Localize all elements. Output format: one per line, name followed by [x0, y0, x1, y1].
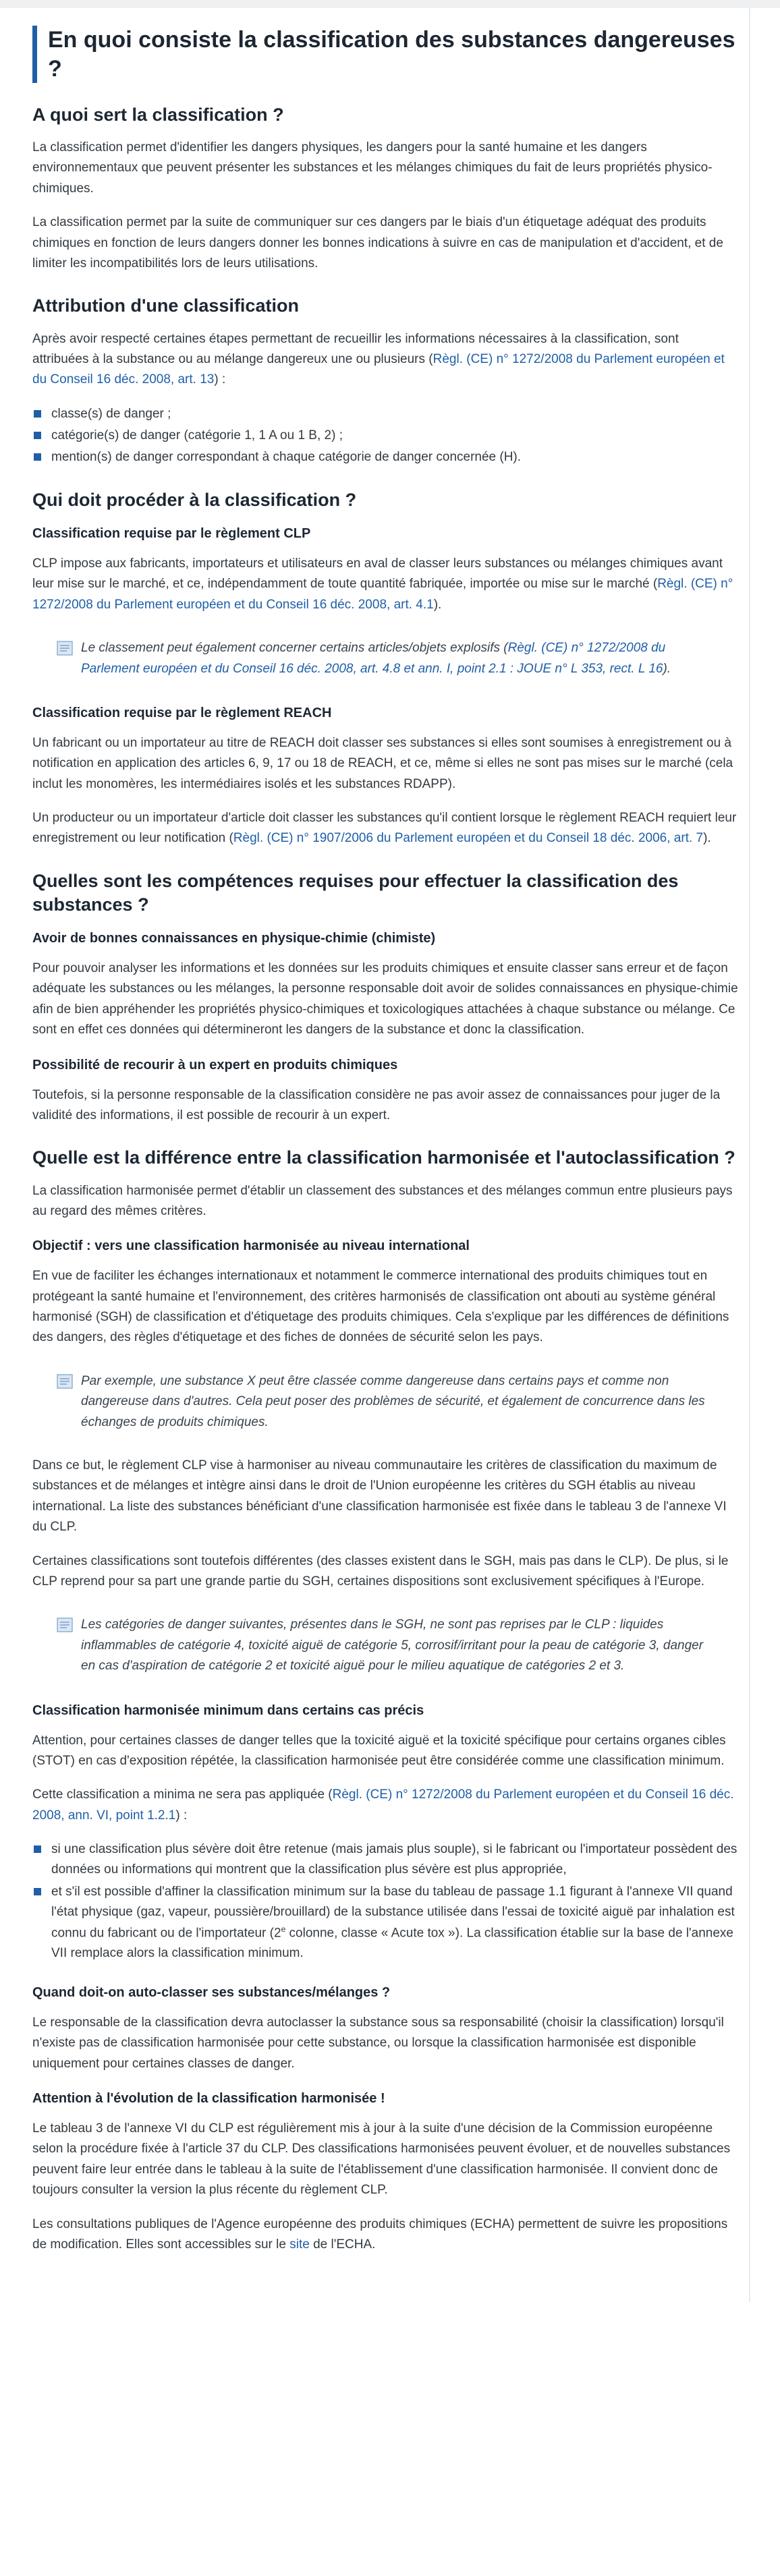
note-icon	[57, 641, 73, 656]
article	[0, 8, 780, 2302]
note-box: Le classement peut également concerner certains articles/objets explosifs (Règl. (CE) n° 1272/2008 du Parlement européen et du Conseil 16 déc. 2008, art. 4.8 et ann. I, point 2.1 : JOUE n° L 353, rect. L 16).	[32, 633, 738, 689]
paragraph: La classification permet d'identifier les dangers physiques, les dangers pour la santé humaine et les dangers environnementaux que peuvent présenter les substances et les mélanges chimiques du fait de leurs propriétés physico-chimiques.	[32, 140, 713, 196]
regulation-link[interactable]: Règl. (CE) n° 1272/2008 du Parlement européen et du Conseil 16 déc. 2008, art. 4.1	[32, 577, 733, 612]
regulation-link[interactable]: Règl. (CE) n° 1272/2008 du Parlement européen et du Conseil 16 déc. 2008, art. 13	[32, 351, 725, 387]
subheading-reach: Classification requise par le règlement REACH	[32, 705, 332, 720]
section-heading-skills: Quelles sont les compétences requises pour effectuer la classification des substances ?	[32, 870, 679, 915]
section-heading-attribution: Attribution d'une classification	[32, 295, 299, 316]
paragraph: Le tableau 3 de l'annexe VI du CLP est régulièrement mis à jour à la suite d'une décision de la Commission européenne selon la procédure fixée à l'article 37 du CLP. Des classifications harmonisées peuvent évoluer, et de nouvelles substances peuvent faire leur entrée dans le tableau à la suite de l'établissement d'une classification harmonisée. Il convient donc de toujours consulter la version la plus récente du règlement CLP.	[32, 2121, 731, 2198]
paragraph: En vue de faciliter les échanges internationaux et notamment le commerce international des produits chimiques tout en protégeant la santé humaine et l'environnement, des critères harmonisés de classification ont abouti au système général harmonisé (SGH) de classification et d'étiquetage des produits chimiques. Cela s'explique par les différences de définitions des dangers, des règles d'étiquetage et des fiches de données de sécurité selon les pays.	[32, 1269, 729, 1345]
paragraph: La classification permet par la suite de communiquer sur ces dangers par le biais d'un étiquetage adéquat des produits chimiques en fonction de leurs dangers donner les bonnes indications à suivre en cas de manipulation et d'accident, et de limiter les incompatibilités lors de leurs utilisations.	[32, 215, 723, 271]
paragraph: CLP impose aux fabricants, importateurs et utilisateurs en aval de classer leurs substances ou mélanges chimiques avant leur mise sur le marché, et ce, indépendamment de toute quantité fabriquée, importée ou mise sur le marché (Règl. (CE) n° 1272/2008 du Parlement européen et du Conseil 16 déc. 2008, art. 4.1).	[32, 556, 733, 612]
paragraph: Toutefois, si la personne responsable de la classification considère ne pas avoir assez de connaissances pour juger de la validité des informations, il est possible de recourir à un expert.	[32, 1087, 721, 1123]
paragraph: Cette classification a minima ne sera pas appliquée (Règl. (CE) n° 1272/2008 du Parlement européen et du Conseil 16 déc. 2008, ann. VI, point 1.2.1) :	[32, 1787, 734, 1823]
list-item: mention(s) de danger correspondant à chaque catégorie de danger concernée (H).	[32, 447, 738, 467]
regulation-link[interactable]: Règl. (CE) n° 1272/2008 du Parlement européen et du Conseil 16 déc. 2008, art. 4.8 et ann. I, point 2.1 : JOUE n° L 353, rect. L 16	[81, 641, 666, 676]
note-icon	[57, 1374, 73, 1389]
subheading-self-classify: Quand doit-on auto-classer ses substances/mélanges ?	[32, 1984, 391, 2000]
paragraph: Certaines classifications sont toutefois différentes (des classes existent dans le SGH, mais pas dans le CLP). De plus, si le CLP reprend pour sa part une grande partie du SGH, certaines dispositions sont exclusivement spécifiques à l'Europe.	[32, 1553, 729, 1588]
paragraph: La classification harmonisée permet d'établir un classement des substances et des mélanges commun entre plusieurs pays au regard des mêmes critères.	[32, 1183, 733, 1218]
paragraph: Dans ce but, le règlement CLP vise à harmoniser au niveau communautaire les critères de classification du maximum de substances et de mélanges et intègre ainsi dans le droit de l'Union européenne les critères du SGH établis au niveau international. La liste des substances bénéficiant d'une classification harmonisée est fixée dans le tableau 3 de l'annexe VI du CLP.	[32, 1458, 727, 1535]
subheading-minimum: Classification harmonisée minimum dans certains cas précis	[32, 1702, 424, 1718]
list-item: classe(s) de danger ;	[32, 404, 738, 424]
note-icon	[57, 1618, 73, 1632]
section-heading-difference: Quelle est la différence entre la classification harmonisée et l'autoclassification ?	[32, 1147, 735, 1168]
paragraph: Attention, pour certaines classes de danger telles que la toxicité aiguë et la toxicité spécifique pour certains organes cibles (STOT) en cas d'exposition répétée, la classification harmonisée peut être considérée comme une classification minimum.	[32, 1733, 726, 1768]
paragraph: Le responsable de la classification devra autoclasser la substance sous sa responsabilité (choisir la classification) lorsqu'il n'existe pas de classification harmonisée pour cette substance, ou lorsque la classification harmonisée est disponible uniquement pour certaines classes de danger.	[32, 2015, 724, 2071]
list-item: si une classification plus sévère doit être retenue (mais jamais plus souple), si le fabricant ou l'importateur possèdent des données ou informations qui montrent que la classification plus sévère est plus appropriée,	[32, 1839, 738, 1881]
list-item: et s'il est possible d'affiner la classification minimum sur la base du tableau de passage 1.1 figurant à l'annexe VII quand l'état physique (gaz, vapeur, poussière/brouillard) de la substance utilisée dans l'essai de toxicité aiguë par inhalation est connu du fabricant ou de l'importateur (2e colonne, classe « Acute tox »). La classification établie sur la base de l'annexe VII remplace alors la classification minimum.	[32, 1882, 738, 1964]
paragraph: Les consultations publiques de l'Agence européenne des produits chimiques (ECHA) permettent de suivre les propositions de modification. Elles sont accessibles sur le site de l'ECHA.	[32, 2216, 728, 2252]
paragraph: Pour pouvoir analyser les informations et les données sur les produits chimiques et ensuite classer sans erreur et de façon adéquate les substances ou les mélanges, la personne responsable doit avoir de solides connaissances en physique-chimie afin de bien appréhender les propriétés physico-chimiques et toxicologiques attachées à chaque substance ou mélange. Ce sont en effet ces données qui détermineront les dangers de la substance et donc la classification.	[32, 961, 738, 1037]
page-title: En quoi consiste la classification des substances dangereuses ?	[32, 26, 738, 83]
section-heading-purpose: A quoi sert la classification ?	[32, 105, 284, 125]
note-box: Par exemple, une substance X peut être classée comme dangereuse dans certains pays et comme non dangereuse dans d'autres. Cela peut poser des problèmes de sécurité, et également de concurrence dans les échanges de produits chimiques.	[32, 1366, 738, 1442]
subheading-objective: Objectif : vers une classification harmonisée au niveau international	[32, 1238, 470, 1254]
paragraph: Un fabricant ou un importateur au titre de REACH doit classer ses substances si elles sont soumises à enregistrement ou à notification en application des articles 6, 9, 17 ou 18 de REACH, et ce, même si elles ne sont pas mises sur le marché (cela inclut les monomères, les intermédiaires isolés et les substances RDAPP).	[32, 735, 733, 791]
exception-list	[32, 1839, 738, 1964]
section-heading-who: Qui doit procéder à la classification ?	[32, 489, 357, 510]
list-item: catégorie(s) de danger (catégorie 1, 1 A ou 1 B, 2) ;	[32, 426, 738, 446]
paragraph: Un producteur ou un importateur d'article doit classer les substances qu'il contient lorsque le règlement REACH requiert leur enregistrement ou leur notification (Règl. (CE) n° 1907/2006 du Parlement européen et du Conseil 18 déc. 2006, art. 7).	[32, 811, 737, 846]
regulation-link[interactable]: Règl. (CE) n° 1907/2006 du Parlement européen et du Conseil 18 déc. 2006, art. 7	[233, 831, 704, 846]
hazard-list	[32, 404, 738, 468]
subheading-chemistry: Avoir de bonnes connaissances en physique-chimie (chimiste)	[32, 931, 436, 946]
scrollbar-track[interactable]	[749, 8, 750, 2302]
note-box: Les catégories de danger suivantes, présentes dans le SGH, ne sont pas reprises par le CLP : liquides inflammables de catégorie 4, toxicité aiguë de catégorie 5, corrosif/irritant pour la peau de catégorie 3, danger en cas d'aspiration de catégorie 2 et toxicité aiguë pour le milieu aquatique de catégories 2 et 3.	[32, 1609, 738, 1686]
subheading-clp: Classification requise par le règlement CLP	[32, 525, 311, 541]
subheading-expert: Possibilité de recourir à un expert en produits chimiques	[32, 1057, 398, 1072]
paragraph: Après avoir respecté certaines étapes permettant de recueillir les informations nécessaires à la classification, sont attribuées à la substance ou au mélange dangereux une ou plusieurs (Règl. (CE) n° 1272/2008 du Parlement européen et du Conseil 16 déc. 2008, art. 13) :	[32, 331, 725, 387]
echa-site-link[interactable]: site	[289, 2237, 310, 2252]
regulation-link[interactable]: Règl. (CE) n° 1272/2008 du Parlement européen et du Conseil 16 déc. 2008, ann. VI, point 1.2.1	[32, 1787, 734, 1823]
subheading-evolution: Attention à l'évolution de la classification harmonisée !	[32, 2090, 385, 2106]
top-bar	[0, 0, 780, 8]
